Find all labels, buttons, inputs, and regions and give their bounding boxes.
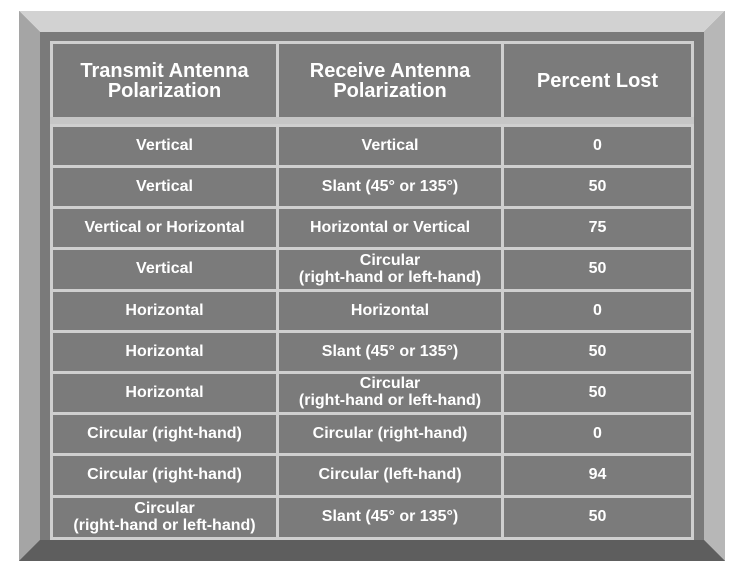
cell-transmit: Horizontal bbox=[53, 292, 276, 330]
cell-receive: Horizontal or Vertical bbox=[279, 209, 501, 247]
cell-transmit: Circular (right-hand or left-hand) bbox=[53, 498, 276, 537]
header-separator bbox=[50, 117, 694, 124]
polarization-loss-table bbox=[50, 41, 694, 540]
cell-transmit: Horizontal bbox=[53, 374, 276, 412]
cell-receive: Circular (left-hand) bbox=[279, 456, 501, 495]
cell-percent-lost: 50 bbox=[504, 333, 691, 371]
cell-transmit: Vertical bbox=[53, 127, 276, 165]
frame-bevel-bottom bbox=[19, 540, 725, 561]
frame-bevel-right bbox=[704, 11, 725, 561]
cell-transmit: Vertical bbox=[53, 250, 276, 289]
cell-percent-lost: 0 bbox=[504, 127, 691, 165]
cell-receive: Circular (right-hand or left-hand) bbox=[279, 250, 501, 289]
cell-percent-lost: 50 bbox=[504, 168, 691, 206]
frame-bevel-top bbox=[19, 11, 725, 32]
cell-receive: Circular (right-hand) bbox=[279, 415, 501, 453]
cell-transmit: Vertical bbox=[53, 168, 276, 206]
cell-receive: Slant (45° or 135°) bbox=[279, 333, 501, 371]
cell-transmit: Horizontal bbox=[53, 333, 276, 371]
cell-percent-lost: 50 bbox=[504, 374, 691, 412]
cell-percent-lost: 75 bbox=[504, 209, 691, 247]
cell-receive: Circular (right-hand or left-hand) bbox=[279, 374, 501, 412]
header-receive-polarization: Receive Antenna Polarization bbox=[279, 44, 501, 117]
cell-transmit: Circular (right-hand) bbox=[53, 456, 276, 495]
cell-transmit: Vertical or Horizontal bbox=[53, 209, 276, 247]
cell-percent-lost: 50 bbox=[504, 250, 691, 289]
header-percent-lost: Percent Lost bbox=[504, 44, 691, 117]
cell-percent-lost: 50 bbox=[504, 498, 691, 537]
cell-receive: Slant (45° or 135°) bbox=[279, 498, 501, 537]
cell-receive: Horizontal bbox=[279, 292, 501, 330]
cell-transmit: Circular (right-hand) bbox=[53, 415, 276, 453]
cell-percent-lost: 94 bbox=[504, 456, 691, 495]
cell-percent-lost: 0 bbox=[504, 292, 691, 330]
header-transmit-polarization: Transmit Antenna Polarization bbox=[53, 44, 276, 117]
frame-bevel-left bbox=[19, 11, 40, 561]
cell-percent-lost: 0 bbox=[504, 415, 691, 453]
cell-receive: Vertical bbox=[279, 127, 501, 165]
cell-receive: Slant (45° or 135°) bbox=[279, 168, 501, 206]
